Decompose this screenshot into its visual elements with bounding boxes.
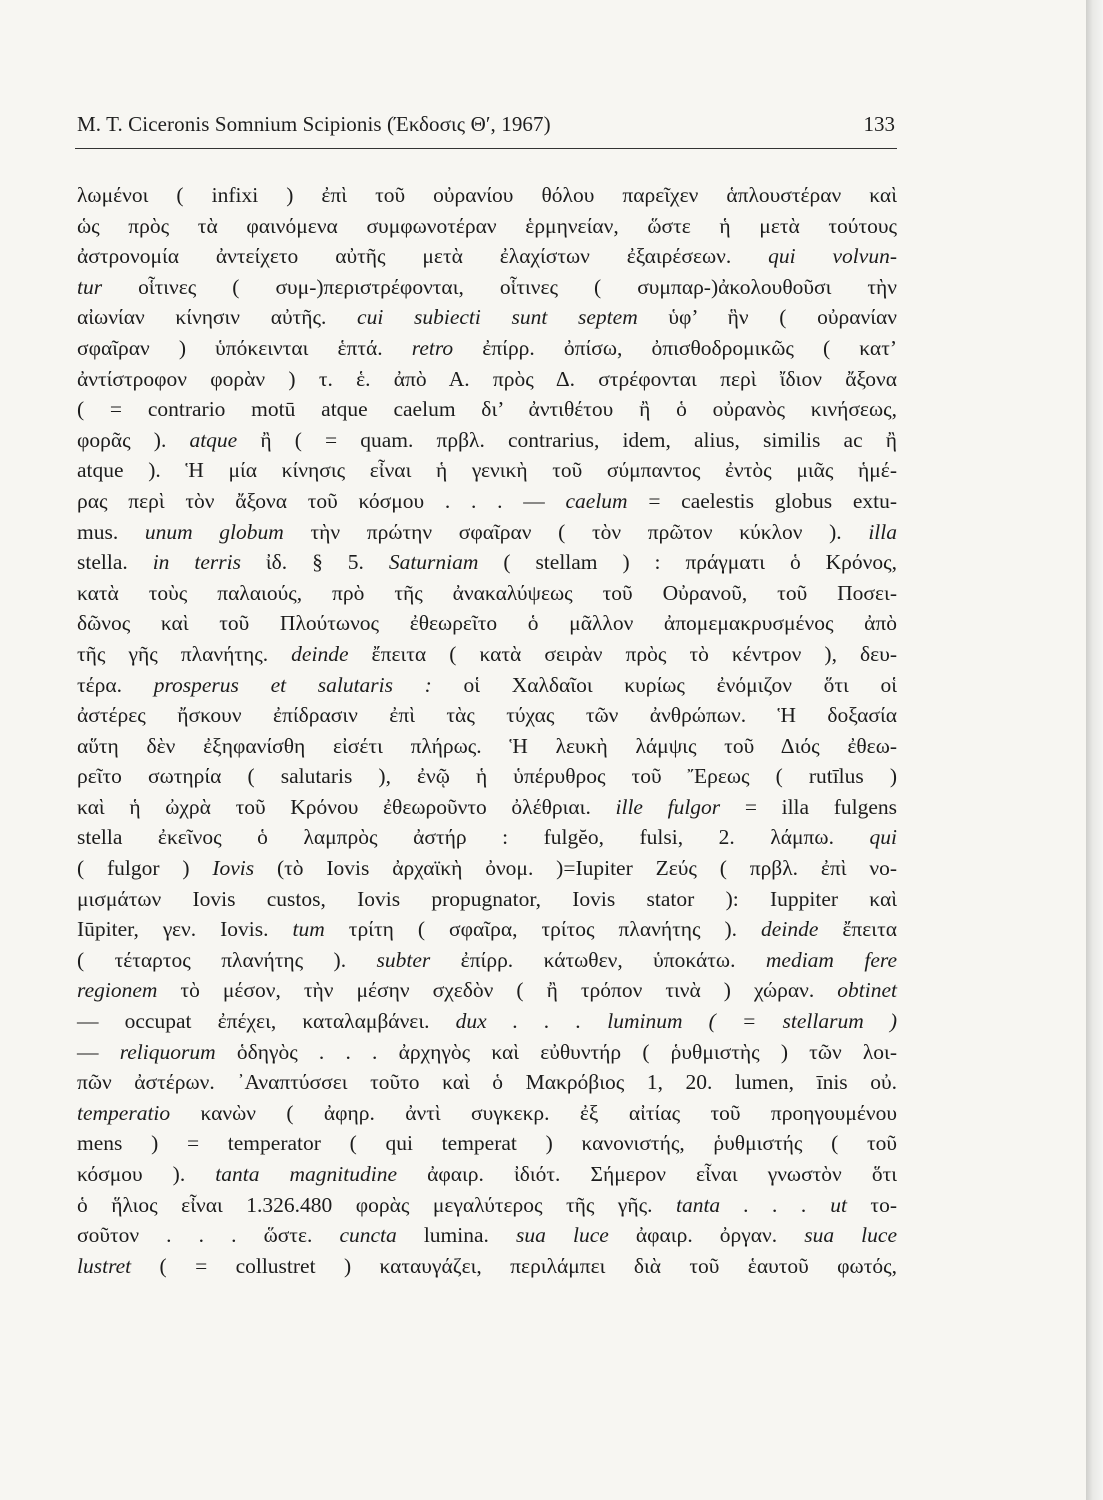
text-line: ἀντίστροφον φορὰν ) τ. ἑ. ἀπὸ Α. πρὸς Δ. στρέφονται περὶ ἴδιον ἄξονα xyxy=(77,366,897,391)
text-line: mens ) = temperator ( qui temperat ) κανονιστής, ῥυθμιστής ( τοῦ xyxy=(77,1131,897,1156)
text-line: κατὰ τοὺς παλαιούς, πρὸ τῆς ἀνακαλύψεως τοῦ Οὐρανοῦ, τοῦ Ποσει- xyxy=(77,580,897,605)
text-line: ( fulgor ) Iovis (τὸ Iovis ἀρχαϊκὴ ὀνομ. )=Iupiter Ζεύς ( πρβλ. ἐπὶ νο- xyxy=(77,856,897,881)
text-line: δῶνος καὶ τοῦ Πλούτωνος ἐθεωρεῖτο ὁ μᾶλλον ἀπομεμακρυσμένος ἀπὸ xyxy=(77,611,897,636)
text-line: atque ). Ἡ μία κίνησις εἶναι ἡ γενικὴ τοῦ σύμπαντος ἐντὸς μιᾶς ἡμέ- xyxy=(77,458,897,483)
text-line: αὕτη δὲν ἐξηφανίσθη εἰσέτι πλήρως. Ἡ λευκὴ λάμψις τοῦ Διός ἐθεω- xyxy=(77,733,897,758)
text-line: πῶν ἀστέρων. ᾿Αναπτύσσει τοῦτο καὶ ὁ Μακρόβιος 1, 20. lumen, īnis οὐ. xyxy=(77,1070,897,1095)
text-line: — reliquorum ὁδηγὸς . . . ἀρχηγὸς καὶ εὐθυντήρ ( ῥυθμιστὴς ) τῶν λοι- xyxy=(77,1039,897,1064)
text-line: tur οἷτινες ( συμ-)περιστρέφονται, οἷτινες ( συμπαρ-)ἀκολουθοῦσι τὴν xyxy=(77,274,897,299)
text-line: Iūpiter, γεν. Iovis. tum τρίτη ( σφαῖρα, τρίτος πλανήτης ). deinde ἔπειτα xyxy=(77,917,897,942)
text-line: — occupat ἐπέχει, καταλαμβάνει. dux . . . luminum ( = stellarum ) xyxy=(77,1009,898,1034)
text-line: αἰωνίαν κίνησιν αὐτῆς. cui subiecti sunt septem ὑφ’ ἣν ( οὐρανίαν xyxy=(77,305,897,330)
text-line: ρας περὶ τὸν ἄξονα τοῦ κόσμου . . . — caelum = caelestis globus extu- xyxy=(77,488,897,513)
text-line: τῆς γῆς πλανήτης. deinde ἔπειτα ( κατὰ σειρὰν πρὸς τὸ κέντρον ), δευ- xyxy=(77,641,898,666)
text-line: lustret ( = collustret ) καταυγάζει, περιλάμπει διὰ τοῦ ἑαυτοῦ φωτός, xyxy=(77,1253,897,1278)
text-line: κόσμου ). tanta magnitudine ἀφαιρ. ἰδιότ. Σήμερον εἶναι γνωστὸν ὅτι xyxy=(77,1162,897,1186)
text-line: φορᾶς ). atque ἢ ( = quam. πρβλ. contrarius, idem, alius, similis ac ἢ xyxy=(77,427,897,452)
running-title: M. T. Ciceronis Somnium Scipionis (Έκδοσις Θ′, 1967) xyxy=(77,112,551,136)
text-line: ὁ ἥλιος εἶναι 1.326.480 φορὰς μεγαλύτερος τῆς γῆς. tanta . . . ut το- xyxy=(77,1192,897,1217)
text-line: λωμένοι ( infixi ) ἐπὶ τοῦ οὐρανίου θόλου παρεῖχεν ἁπλουστέραν καὶ xyxy=(77,183,897,207)
text-line: regionem τὸ μέσον, τὴν μέσην σχεδὸν ( ἢ τρόπον τινὰ ) χώραν. obtinet xyxy=(77,978,897,1003)
body-text xyxy=(77,180,897,1281)
text-line: ( = contrario motū atque caelum δι’ ἀντιθέτου ἢ ὁ οὐρανὸς κινήσεως, xyxy=(77,397,897,422)
text-line: σφαῖραν ) ὑπόκεινται ἑπτά. retro ἐπίρρ. ὀπίσω, ὀπισθοδρομικῶς ( κατ’ xyxy=(77,335,897,360)
running-header xyxy=(77,112,895,142)
text-line: temperatio κανὼν ( ἀφηρ. ἀντὶ συγκεκρ. ἐξ αἰτίας τοῦ προηγουμένου xyxy=(77,1100,897,1125)
text-line: καὶ ἡ ὠχρὰ τοῦ Κρόνου ἐθεωροῦντο ὀλέθριαι. ille fulgor = illa fulgens xyxy=(77,794,898,819)
text-line: stella. in terris ἰδ. § 5. Saturniam ( stellam ) : πράγματι ὁ Κρόνος, xyxy=(77,550,897,575)
text-line: τέρα. prosperus et salutaris : οἱ Χαλδαῖοι κυρίως ἐνόμιζον ὅτι οἱ xyxy=(77,672,897,697)
page-number: 133 xyxy=(863,112,895,136)
text-line: ρεῖτο σωτηρία ( salutaris ), ἐνῷ ἡ ὑπέρυθρος τοῦ Ἔρεως ( rutīlus ) xyxy=(77,764,897,789)
text-line: stella ἐκεῖνος ὁ λαμπρὸς ἀστήρ : fulgĕo, fulsi, 2. λάμπω. qui xyxy=(77,825,897,850)
text-line: ἀστρονομία ἀντείχετο αὐτῆς μετὰ ἐλαχίστων ἐξαιρέσεων. qui volvun- xyxy=(77,244,897,269)
text-line: ( τέταρτος πλανήτης ). subter ἐπίρρ. κάτωθεν, ὑποκάτω. mediam fere xyxy=(77,947,898,972)
text-line: ἀστέρες ἤσκουν ἐπίδρασιν ἐπὶ τὰς τύχας τῶν ἀνθρώπων. Ἡ δοξασία xyxy=(77,703,897,728)
text-line: μισμάτων Iovis custos, Iovis propugnator, Iovis stator ): Iuppiter καὶ xyxy=(77,886,897,911)
header-rule xyxy=(75,148,897,149)
text-line: σοῦτον . . . ὥστε. cuncta lumina. sua luce ἀφαιρ. ὀργαν. sua luce xyxy=(77,1223,897,1248)
text-line: mus. unum globum τὴν πρώτην σφαῖραν ( τὸν πρῶτον κύκλον ). illa xyxy=(77,519,897,544)
text-line: ὡς πρὸς τὰ φαινόμενα συμφωνοτέραν ἑρμηνείαν, ὥστε ἡ μετὰ τούτους xyxy=(77,213,897,238)
page-edge xyxy=(1086,0,1103,1500)
